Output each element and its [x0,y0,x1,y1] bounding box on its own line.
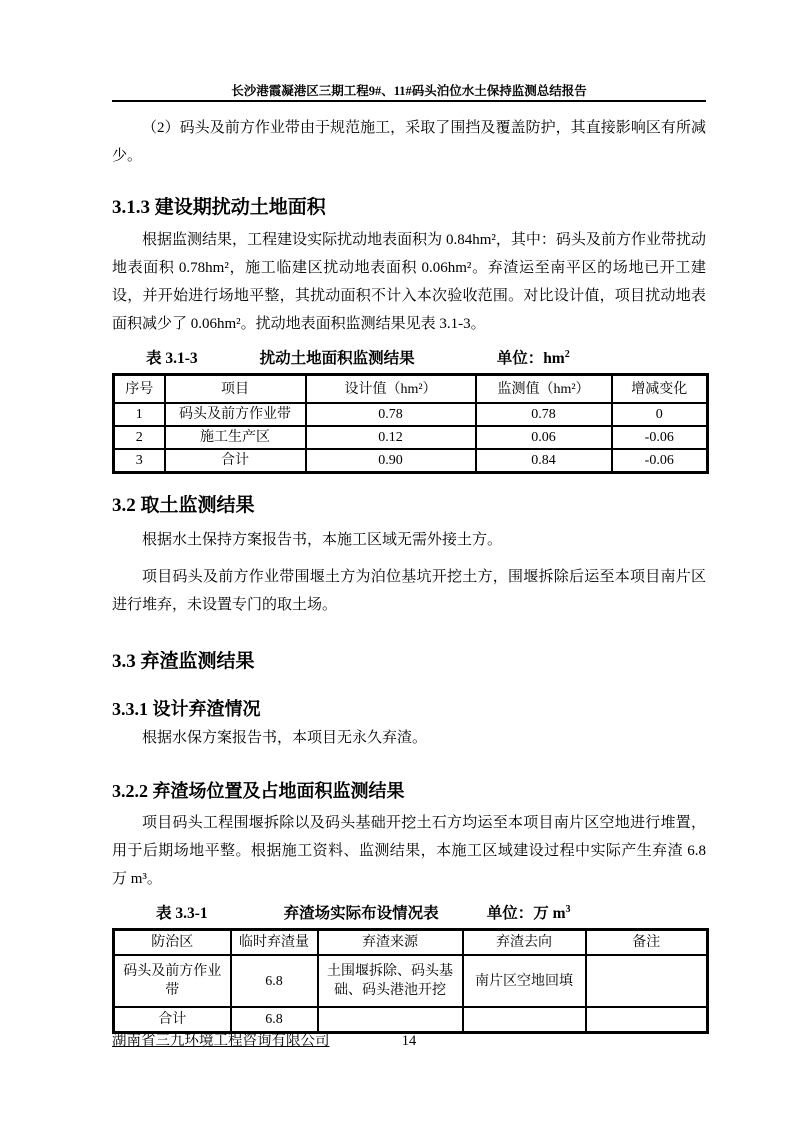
col-header: 备注 [586,930,708,956]
cell: 3 [114,449,165,473]
table-row [114,1007,708,1033]
table-row [114,449,708,473]
cell [463,1007,586,1033]
cell: 0.06 [476,426,612,449]
heading-3-3: 3.3 弃渣监测结果 [112,651,255,672]
table-header-row [114,375,708,404]
text-block [0,84,794,1034]
cell: 土围堰拆除、码头基础、码头港池开挖 [318,955,463,1007]
col-header: 临时弃渣量 [231,930,318,956]
col-header: 防治区 [114,930,231,956]
page-number: 14 [401,1033,417,1049]
col-header: 项目 [165,375,306,404]
heading-3-2: 3.2 取土监测结果 [112,495,255,516]
cell: 6.8 [231,955,318,1007]
paragraph-3-2-2-body: 项目码头工程围堰拆除以及码头基础开挖土石方均运至本项目南片区空地进行堆置，用于后期场地平整。根据施工资料、监测结果，本施工区域建设过程中实际产生弃渣 6.8 万 m³。 [112,815,706,887]
running-header-title: 长沙港霞凝港区三期工程9#、11#码头泊位水土保持监测总结报告 [231,84,587,98]
col-header: 弃渣来源 [318,930,463,956]
table-3-3-1-unit: 单位：万 $m^3$ [486,903,571,922]
col-header: 增减变化 [612,375,708,404]
paragraph-3-3-1: 根据水保方案报告书，本项目无永久弃渣。 [142,730,428,746]
cell: 码头及前方作业带 [114,955,231,1007]
col-header: 监测值（hm²） [476,375,612,404]
table-row [114,955,708,1007]
cell: 0.90 [306,449,476,473]
cell: 1 [114,403,165,426]
page-footer [112,1031,706,1051]
cell: -0.06 [612,449,708,473]
cell: 2 [114,426,165,449]
cell [586,1007,708,1033]
table-3-1-3-unit: 单位：$hm^2$ [496,348,570,367]
heading-3-1-3: 3.1.3 建设期扰动土地面积 [112,197,326,218]
table-3-3-1-label: 表 3.3-1 [156,905,208,922]
table-3-1-3-title: 扰动土地面积监测结果 [259,350,415,367]
cell: 0.12 [306,426,476,449]
table-3-1-3-caption [112,349,706,369]
table-3-1-3-label: 表 3.1-3 [146,350,198,367]
table-3-3-1-caption [112,904,706,924]
unit-superscript: 2 [564,348,570,360]
table-row [114,426,708,449]
cell: 码头及前方作业带 [165,403,306,426]
cell: 合计 [114,1007,231,1033]
cell: 施工生产区 [165,426,306,449]
cell [586,955,708,1007]
disturbed-land-table [112,373,709,474]
cell: 0.84 [476,449,612,473]
heading-3-2-2: 3.2.2 弃渣场位置及占地面积监测结果 [112,781,405,801]
col-header: 序号 [114,375,165,404]
cell: -0.06 [612,426,708,449]
cell: 0.78 [476,403,612,426]
cell: 0.78 [306,403,476,426]
spoil-ground-table [112,928,709,1034]
table-3-3-1-title: 弃渣场实际布设情况表 [283,905,439,922]
running-header [112,84,706,102]
paragraph-3-1-3: 根据监测结果，工程建设实际扰动地表面积为 0.84hm²，其中：码头及前方作业带扰动地表面积 0.78hm²，施工临建区扰动地表面积 0.06hm²。弃渣运至南平区的场地已开工建设，并开始进行场地平整，其扰动面积不计入本次验收范围。对比设计值，项目扰动地表面积减少了 0.06hm²。扰动地表面积监测结果见表 3.1-3。 [112,232,706,332]
col-header: 设计值（hm²） [306,375,476,404]
paragraph-3-2-1: 根据水土保持方案报告书，本施工区域无需外接土方。 [142,532,503,548]
col-header: 弃渣去向 [463,930,586,956]
cell: 南片区空地回填 [463,955,586,1007]
unit-superscript: 3 [565,903,571,915]
cell: 0 [612,403,708,426]
paragraph-3-2-2: 项目码头及前方作业带围堰土方为泊位基坑开挖土方，围堰拆除后运至本项目南片区进行堆弃，未设置专门的取土场。 [112,569,706,613]
footer-company-name: 湖南省三九环境工程咨询有限公司 [112,1033,330,1049]
table-row [114,403,708,426]
table-header-row [114,930,708,956]
intro-paragraph: （2）码头及前方作业带由于规范施工，采取了围挡及覆盖防护，其直接影响区有所减少。 [112,120,706,164]
heading-3-3-1: 3.3.1 设计弃渣情况 [112,699,261,719]
cell [318,1007,463,1033]
cell: 合计 [165,449,306,473]
cell: 6.8 [231,1007,318,1033]
